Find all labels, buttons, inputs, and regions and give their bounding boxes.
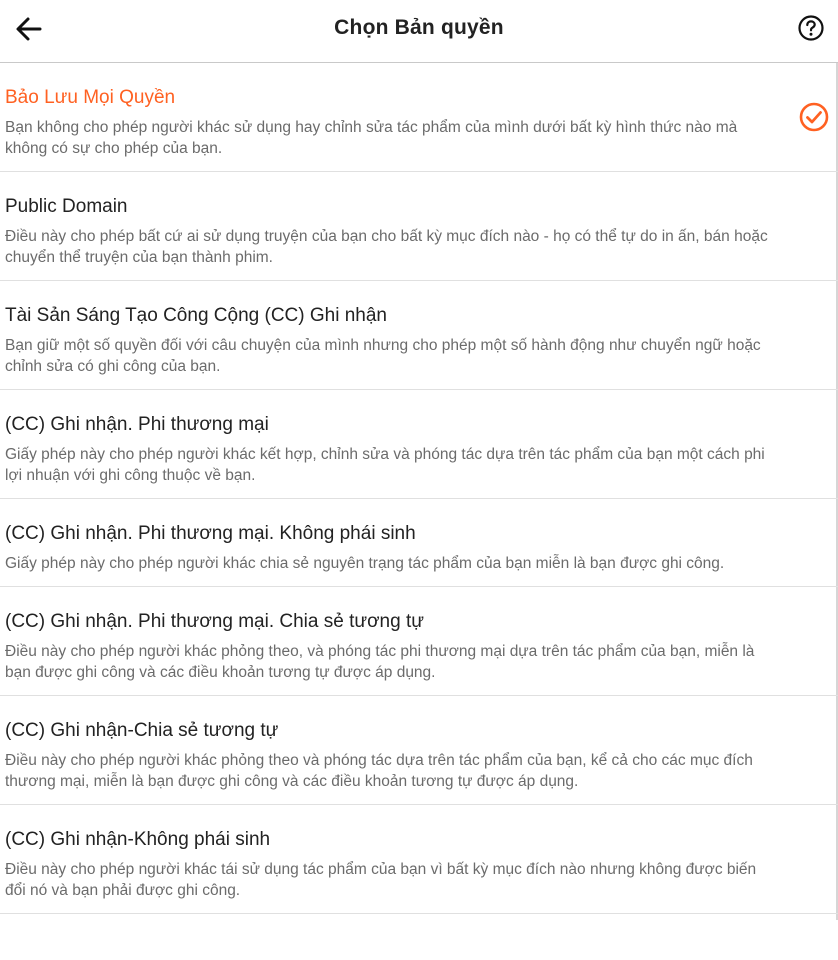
license-title: Tài Sản Sáng Tạo Công Cộng (CC) Ghi nhận bbox=[5, 305, 387, 326]
license-description: Giấy phép này cho phép người khác chia sẻ nguyên trạng tác phẩm của bạn miễn là bạn được ghi công. bbox=[5, 555, 725, 572]
license-option-cc-by-nc-nd[interactable] bbox=[0, 499, 838, 587]
license-description: Điều này cho phép người khác tái sử dụng tác phẩm của bạn vì bất kỳ mục đích nào nhưng không được biến đổi nó và bạn phải được ghi công. bbox=[5, 861, 757, 899]
license-option-all-rights-reserved[interactable] bbox=[0, 63, 838, 172]
license-option-cc-by-nc[interactable] bbox=[0, 390, 838, 499]
license-title: Public Domain bbox=[5, 196, 128, 217]
license-list bbox=[0, 63, 838, 914]
license-description: Bạn giữ một số quyền đối với câu chuyện của mình nhưng cho phép một số hành động như chuyển ngữ hoặc chỉnh sửa có ghi công của bạn. bbox=[5, 337, 761, 375]
license-title: (CC) Ghi nhận. Phi thương mại bbox=[5, 414, 269, 435]
license-option-public-domain[interactable] bbox=[0, 172, 838, 281]
license-description: Giấy phép này cho phép người khác kết hợp, chỉnh sửa và phóng tác dựa trên tác phẩm của bạn một cách phi lợi nhuận với ghi công thuộc về bạn. bbox=[5, 446, 765, 484]
license-description: Bạn không cho phép người khác sử dụng hay chỉnh sửa tác phẩm của mình dưới bất kỳ hình thức nào mà không có sự cho phép của bạn. bbox=[5, 119, 738, 157]
checkmark-circle-icon bbox=[798, 101, 830, 133]
license-title: (CC) Ghi nhận. Phi thương mại. Chia sẻ tương tự bbox=[5, 611, 424, 632]
question-circle-icon bbox=[797, 14, 825, 42]
license-title: (CC) Ghi nhận-Chia sẻ tương tự bbox=[5, 720, 279, 741]
license-description: Điều này cho phép bất cứ ai sử dụng truyện của bạn cho bất kỳ mục đích nào - họ có thể tự do in ấn, bán hoặc chuyển thể truyện của bạn thành phim. bbox=[5, 228, 768, 266]
license-title: Bảo Lưu Mọi Quyền bbox=[5, 87, 176, 108]
help-button[interactable] bbox=[796, 13, 826, 43]
page-title: Chọn Bản quyền bbox=[334, 16, 504, 39]
app-header bbox=[0, 0, 838, 63]
license-option-cc-by-sa[interactable] bbox=[0, 696, 838, 805]
back-button[interactable] bbox=[10, 10, 48, 48]
license-option-cc-by-nd[interactable] bbox=[0, 805, 838, 914]
license-title: (CC) Ghi nhận-Không phái sinh bbox=[5, 829, 271, 850]
license-title: (CC) Ghi nhận. Phi thương mại. Không phái sinh bbox=[5, 523, 416, 544]
license-description: Điều này cho phép người khác phỏng theo, và phóng tác phi thương mại dựa trên tác phẩm của bạn, miễn là bạn được ghi công và các điều khoản tương tự được áp dụng. bbox=[5, 643, 755, 681]
license-description: Điều này cho phép người khác phỏng theo và phóng tác dựa trên tác phẩm của bạn, kể cả cho các mục đích thương mại, miễn là bạn được ghi công và các điều khoản tương tự được áp dụng. bbox=[5, 752, 753, 790]
license-option-cc-by-nc-sa[interactable] bbox=[0, 587, 838, 696]
license-option-cc-by[interactable] bbox=[0, 281, 838, 390]
arrow-left-icon bbox=[14, 14, 44, 44]
